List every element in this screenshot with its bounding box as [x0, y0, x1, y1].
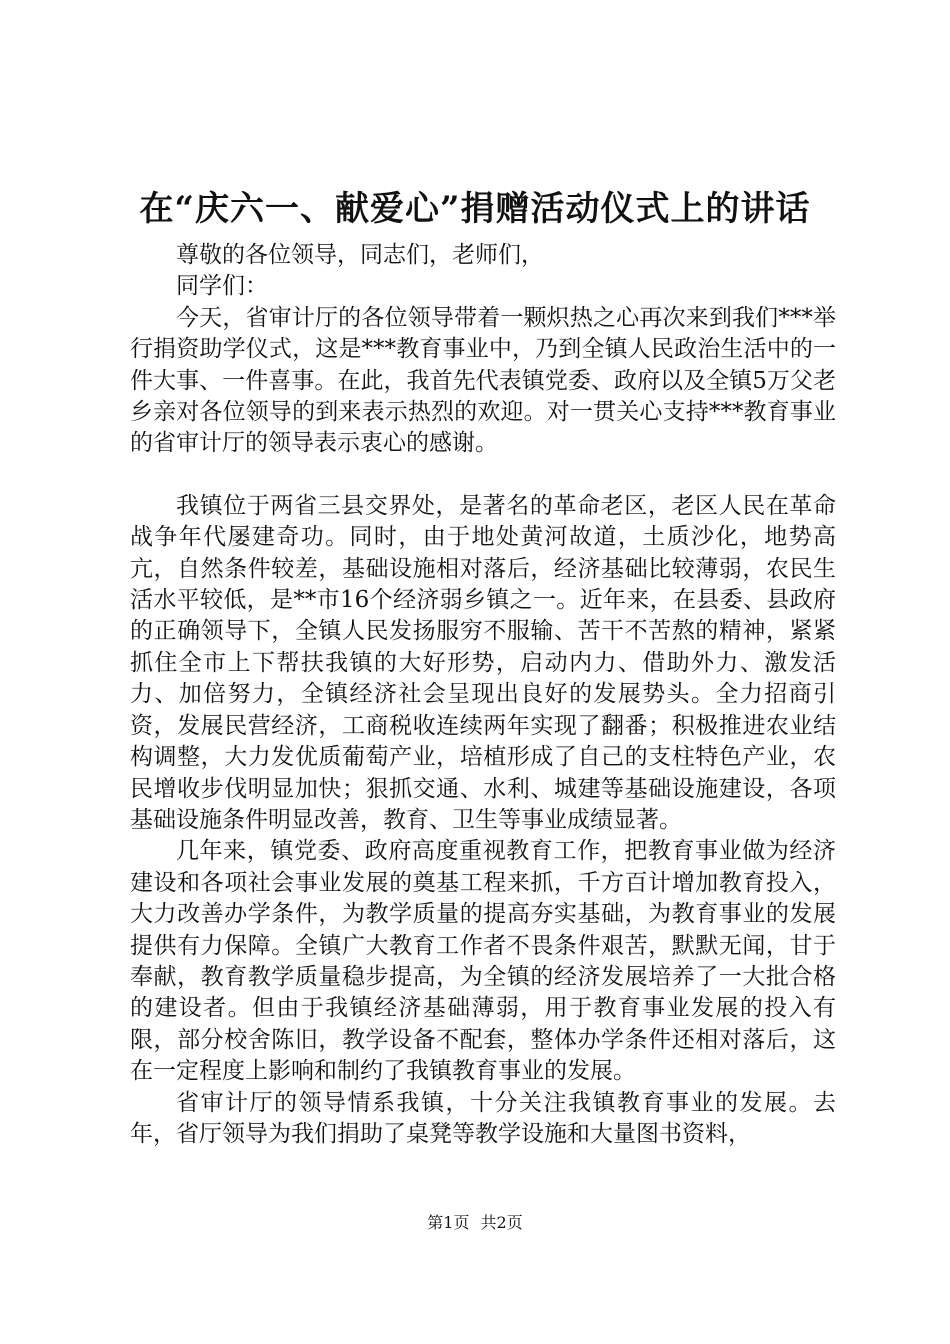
salutation-line-2: 同学们： — [176, 273, 268, 300]
document-body — [130, 240, 836, 1150]
page-number: 第1页 — [427, 1213, 470, 1232]
salutation-line-1: 尊敬的各位领导，同志们，老师们， — [176, 242, 544, 268]
paragraph-3: 几年来，镇党委、政府高度重视教育工作，把教育事业做为经济建设和各项社会事业发展的奠基工程来抓，千方百计增加教育投入，大力改善办学条件，为教学质量的提高夯实基础，为教育事业的发展提供有力保障。全镇广大教育工作者不畏条件艰苦，默默无闻，甘于奉献，教育教学质量稳步提高，为全镇的经济发展培养了一大批合格的建设者。但由于我镇经济基础薄弱，用于教育事业发展的投入有限，部分校舍陈旧，教学设备不配套，整体办学条件还相对落后，这在一定程度上影响和制约了我镇教育事业的发展。 — [130, 838, 836, 1085]
page-total: 共2页 — [480, 1213, 523, 1232]
document-title: 在“庆六一、献爱心”捐赠活动仪式上的讲话 — [139, 189, 811, 229]
paragraph-2: 我镇位于两省三县交界处，是著名的革命老区，老区人民在革命战争年代屡建奇功。同时，由于地处黄河故道，土质沙化，地势高亢，自然条件较差，基础设施相对落后，经济基础比较薄弱，农民生活水平较低，是**市16个经济弱乡镇之一。近年来，在县委、县政府的正确领导下，全镇人民发扬服穷不服输、苦干不苦熬的精神，紧紧抓住全市上下帮扶我镇的大好形势，启动内力、借助外力、激发活力、加倍努力，全镇经济社会呈现出良好的发展势头。全力招商引资，发展民营经济，工商税收连续两年实现了翻番；积极推进农业结构调整，大力发优质葡萄产业，培植形成了自己的支柱特色产业，农民增收步伐明显加快；狠抓交通、水利、城建等基础设施建设，各项基础设施条件明显改善，教育、卫生等事业成绩显著。 — [130, 492, 836, 833]
paragraph-1: 今天，省审计厅的各位领导带着一颗炽热之心再次来到我们***举行捐资助学仪式，这是***教育事业中，乃到全镇人民政治生活中的一件大事、一件喜事。在此，我首先代表镇党委、政府以及全镇5万父老乡亲对各位领导的到来表示热烈的欢迎。对一贯关心支持***教育事业的省审计厅的领导表示衷心的感谢。 — [130, 304, 836, 457]
page-footer — [0, 1212, 950, 1234]
paragraph-4: 省审计厅的领导情系我镇，十分关注我镇教育事业的发展。去年，省厅领导为我们捐助了桌凳等教学设施和大量图书资料， — [130, 1089, 836, 1147]
